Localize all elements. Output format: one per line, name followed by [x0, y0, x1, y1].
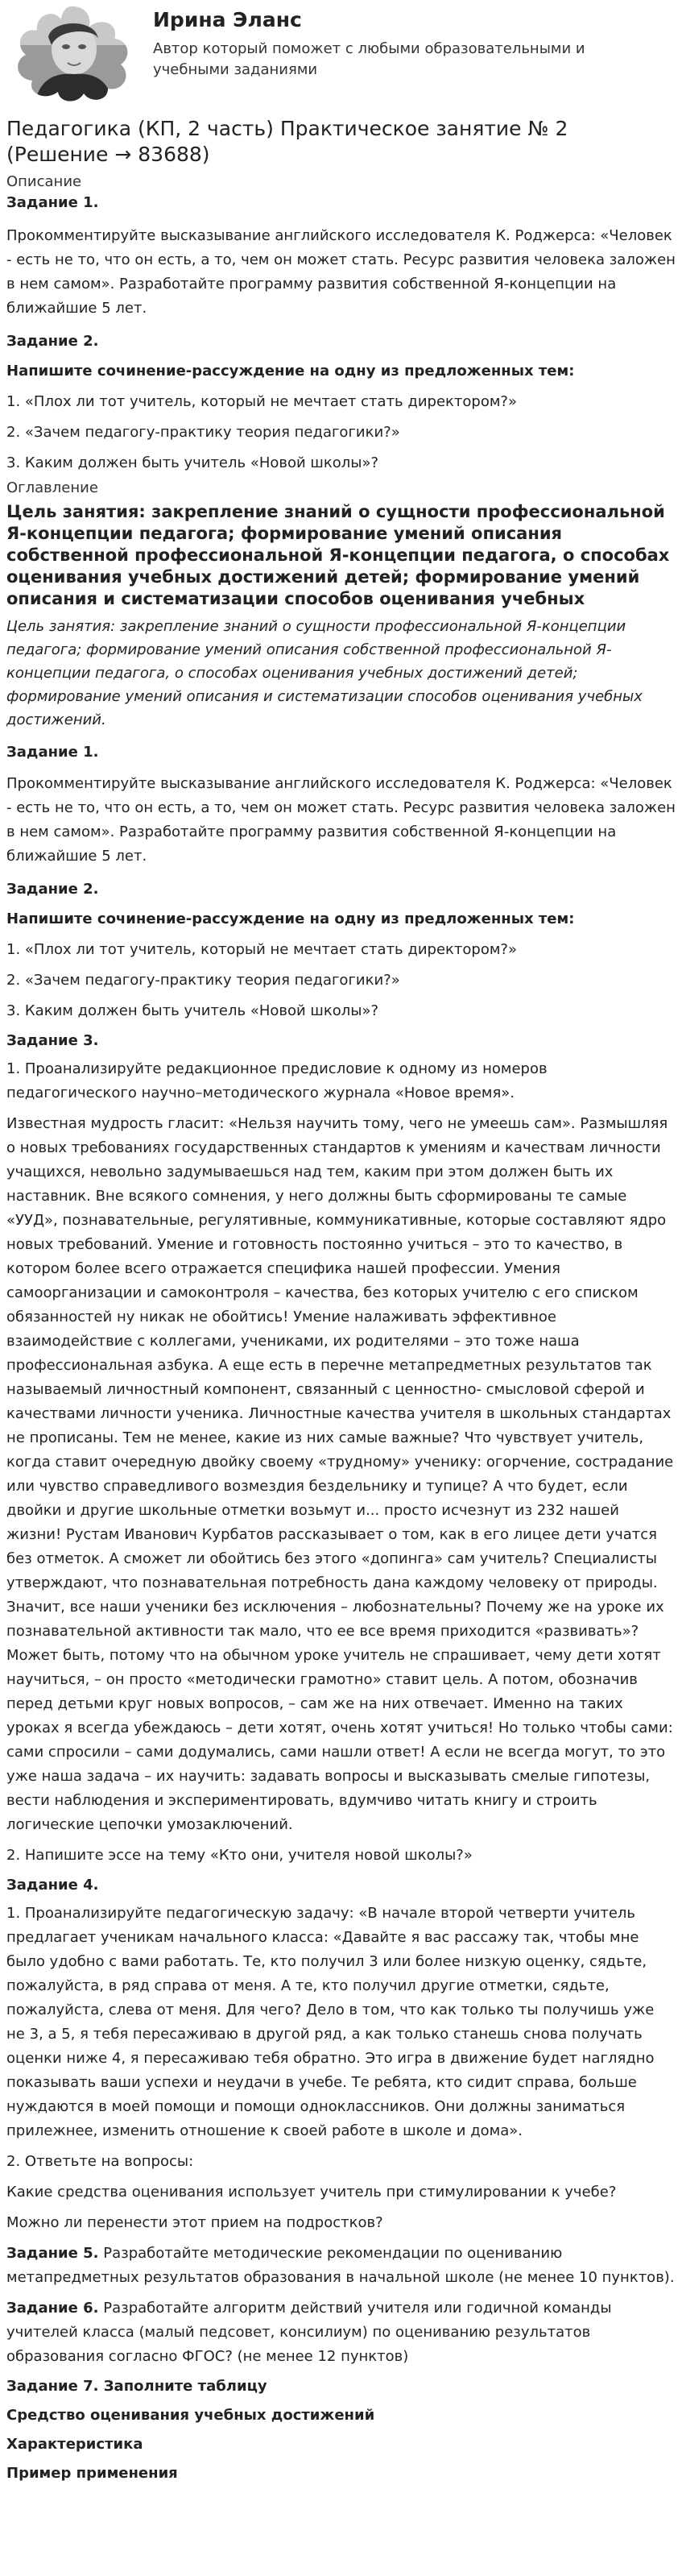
- desc-task2-topic-2: 2. «Зачем педагогу-практику теория педагогики?»: [6, 424, 400, 441]
- desc-task1-text: Прокомментируйте высказывание английского исследователя К. Роджерса: «Человек - есть не то, что он есть, а то, чем он может стать. Ресурс развития человека заложен в нем самом». Разработайте программу развития собственной Я-концепции на ближайшие 5 лет.: [6, 227, 676, 317]
- task3-item-1: 1. Проанализируйте редакционное предисловие к одному из номеров педагогического научно–методического журнала «Новое время».: [6, 1060, 548, 1101]
- description-label: Описание: [6, 173, 82, 190]
- task4-question-1: Какие средства оценивания использует учитель при стимулировании к учебе?: [6, 2184, 617, 2201]
- desc-task2-instruction: Напишите сочинение-рассуждение на одну из предложенных тем:: [6, 363, 575, 380]
- toc-label: Оглавление: [6, 479, 98, 496]
- author-avatar[interactable]: [11, 5, 132, 102]
- task1-text: Прокомментируйте высказывание английского исследователя К. Роджерса: «Человек - есть не то, что он есть, а то, чем он может стать. Ресурс развития человека заложен в нем самом». Разработайте программу развития собственной Я-концепции на ближайшие 5 лет.: [6, 775, 676, 865]
- task2-instruction: Напишите сочинение-рассуждение на одну из предложенных тем:: [6, 911, 575, 927]
- task2-topic-2: 2. «Зачем педагогу-практику теория педагогики?»: [6, 972, 400, 989]
- author-name[interactable]: Ирина Эланс: [153, 8, 302, 31]
- task5-text: Разработайте методические рекомендации по оцениванию метапредметных результатов образования в начальной школе (не менее 10 пунктов).: [6, 2245, 675, 2286]
- author-header: [6, 0, 676, 105]
- task3-item-2: 2. Напишите эссе на тему «Кто они, учителя новой школы?»: [6, 1847, 473, 1864]
- task2-topic-1: 1. «Плох ли тот учитель, который не мечтает стать директором?»: [6, 941, 517, 958]
- task2-heading: Задание 2.: [6, 881, 99, 898]
- desc-task2-topic-1: 1. «Плох ли тот учитель, который не мечтает стать директором?»: [6, 393, 517, 410]
- author-description: Автор который поможет с любыми образовательными и учебными заданиями: [153, 40, 585, 78]
- task2-topic-3: 3. Каким должен быть учитель «Новой школы»?: [6, 1002, 379, 1019]
- task3-essay: Известная мудрость гласит: «Нельзя научить тому, чего не умеешь сам». Размышляя о новых требованиях государственных стандартов к умениям и качествам личности учащихся, невольно задумываешься над тем, каким при этом должен быть их наставник. Вне всякого сомнения, у него должны быть сформированы те самые «УУД», познавательные, регулятивные, коммуникативные, которые составляют ядро новых требований. Умение и готовность постоянно учиться – это то качество, в котором более всего отражается специфика нашей профессии. Умения самоорганизации и самоконтроля – качества, без которых учителю с его списком обязанностей ну никак не обойтись! Умение налаживать эффективное взаимодействие с коллегами, учениками, их родителями – это тоже наша профессиональная азбука. А еще есть в перечне метапредметных результатов так называемый личностный компонент, связанный с ценностно- смысловой сферой и качествами личности ученика. Личностные качества учителя в школьных стандартах не прописаны. Тем не менее, какие из них самые важные? Что чувствует учитель, когда ставит очередную двойку своему «трудному» ученику: огорчение, сострадание или чувство справедливого возмездия бездельнику и тупице? А что будет, если двойки и другие школьные отметки возьмут и... просто исчезнут из 232 нашей жизни! Рустам Иванович Курбатов рассказывает о том, как в его лицее дети учатся без отметок. А сможет ли обойтись без этого «допинга» сам учитель? Специалисты утверждают, что познавательная потребность дана каждому человеку от природы. Значит, все наши ученики без исключения – любознательны? Почему же на уроке их познавательной активности так мало, что ее все время приходится «развивать»? Может быть, потому что на обычном уроке учитель не спрашивает, чему дети хотят научиться, – он просто «методически грамотно» ставит цель. А потом, обозначив перед детьми круг новых вопросов, – сам же на них отвечает. Именно на таких уроках я всегда убеждаюсь – дети хотят, очень хотят учиться! Но только чтобы сами: сами спросили – сами додумались, сами нашли ответ! А если не всегда могут, то это уже наша задача – их научить: задавать вопросы и высказывать смелые гипотезы, вести наблюдения и экспериментировать, вдумчиво читать книгу и строить логические цепочки умозаключений.: [6, 1115, 674, 1833]
- task4-question-2: Можно ли перенести этот прием на подростков?: [6, 2214, 383, 2231]
- task3-heading: Задание 3.: [6, 1032, 99, 1049]
- table-title: Средство оценивания учебных достижений: [6, 2407, 375, 2424]
- desc-task2-heading: Задание 2.: [6, 333, 99, 350]
- task7-heading: Задание 7. Заполните таблицу: [6, 2378, 267, 2395]
- task4-item-2: 2. Ответьте на вопросы:: [6, 2153, 194, 2170]
- page-title: Педагогика (КП, 2 часть) Практическое занятие № 2 (Решение → 83688): [6, 117, 568, 166]
- table-column-example: Пример применения: [6, 2465, 178, 2482]
- goal-text: Цель занятия: закрепление знаний о сущности профессиональной Я-концепции педагога; формирование умений описания собственной профессиональной Я-концепции педагога, о способах оценивания учебных достижений детей; формирование умений описания и систематизации способов оценивания учебных достижений.: [6, 618, 643, 728]
- goal-heading: Цель занятия: закрепление знаний о сущности профессиональной Я-концепции педагога; формирование умений описания собственной профессиональной Я-концепции педагога, о способах оценивания учебных достижений детей; формирование умений описания и систематизации способов оценивания учебных: [6, 502, 670, 608]
- task5-heading: Задание 5.: [6, 2245, 99, 2262]
- task6-heading: Задание 6.: [6, 2300, 99, 2317]
- desc-task2-topic-3: 3. Каким должен быть учитель «Новой школы»?: [6, 454, 379, 471]
- task6: [6, 2296, 676, 2369]
- table-column-characteristic: Характеристика: [6, 2436, 143, 2453]
- task1-heading: Задание 1.: [6, 744, 99, 761]
- task5: [6, 2242, 676, 2290]
- task6-text: Разработайте алгоритм действий учителя или годичной команды учителей класса (малый педсовет, консилиум) по оцениванию результатов образования согласно ФГОС? (не менее 12 пунктов): [6, 2300, 612, 2365]
- desc-task1-heading: Задание 1.: [6, 194, 99, 211]
- task4-heading: Задание 4.: [6, 1877, 99, 1894]
- task4-item-1: 1. Проанализируйте педагогическую задачу: «В начале второй четверти учитель предлагает ученикам начального класса: «Давайте я вас рассажу так, чтобы мне было удобно с вами работать. Те, кто получил 3 или более низкую оценку, сядьте, пожалуйста, в ряд справа от меня. А те, кто получил другие отметки, сядьте, пожалуйста, слева от меня. Для чего? Дело в том, что как только ты получишь уже не 3, а 5, я тебя пересаживаю в другой ряд, а как только станешь снова получать оценки ниже 4, я пересаживаю тебя обратно. Это игра в движение будет наглядно показывать ваши успехи и неудачи в учебе. Те ребята, кто сидит справа, больше нуждаются в моей помощи и помощи одноклассников. Они должны заниматься прилежнее, изменить отношение к своей работе в школе и дома».: [6, 1905, 655, 2139]
